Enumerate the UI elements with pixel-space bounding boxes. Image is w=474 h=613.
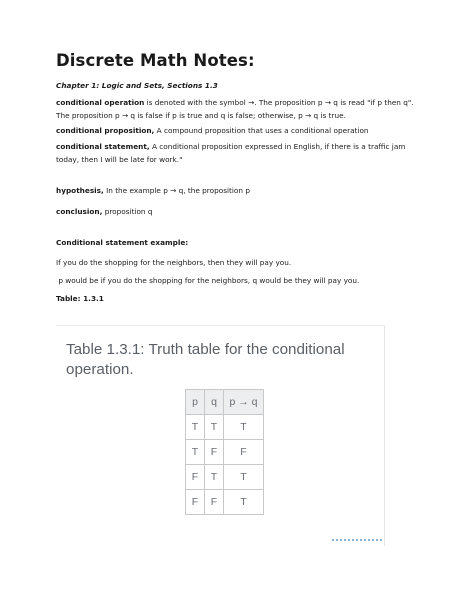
table-row xyxy=(186,440,264,465)
header-cell: p xyxy=(186,390,205,415)
header-cell: q xyxy=(205,390,224,415)
chapter-heading: Chapter 1: Logic and Sets, Sections 1.3 xyxy=(56,81,218,90)
truth-table-figure xyxy=(56,325,385,546)
table-row xyxy=(186,465,264,490)
page-title: Discrete Math Notes: xyxy=(56,51,255,70)
definition-hypothesis xyxy=(56,184,421,197)
table-cell: T xyxy=(205,465,224,490)
definition-conditional-operation xyxy=(56,96,421,122)
definition-term: conclusion, xyxy=(56,207,103,216)
table-row xyxy=(186,415,264,440)
definition-text: In the example p → q, the proposition p xyxy=(103,186,250,195)
table-cell: T xyxy=(224,465,264,490)
definition-term: conditional statement, xyxy=(56,142,150,151)
definition-conclusion xyxy=(56,205,421,218)
table-label: Table: 1.3.1 xyxy=(56,294,104,303)
definition-conditional-proposition xyxy=(56,124,421,137)
example-line-1: If you do the shopping for the neighbors, then they will pay you. xyxy=(56,258,292,267)
table-cell: F xyxy=(205,490,224,515)
table-cell: T xyxy=(224,490,264,515)
table-header-row xyxy=(186,390,264,415)
table-cell: T xyxy=(186,415,205,440)
definition-text: proposition q xyxy=(102,207,153,216)
table-row xyxy=(186,490,264,515)
cropped-link-remnant xyxy=(332,539,382,546)
figure-caption: Table 1.3.1: Truth table for the conditional operation. xyxy=(66,341,345,378)
header-cell: p → q xyxy=(224,390,264,415)
definition-text: A compound proposition that uses a conditional operation xyxy=(154,126,369,135)
table-cell: T xyxy=(224,415,264,440)
definition-text: A conditional proposition expressed in English, if there is a traffic jam today, then I will be late for work." xyxy=(56,142,406,164)
definition-term: hypothesis, xyxy=(56,186,104,195)
table-cell: T xyxy=(205,415,224,440)
table-cell: F xyxy=(186,465,205,490)
definition-term: conditional operation xyxy=(56,98,145,107)
definition-text: is denoted with the symbol →. The proposition p → q is read "if p then q". The proposition p → q is false if p is true and q is false; otherwise, p → q is true. xyxy=(56,98,414,120)
table-cell: T xyxy=(186,440,205,465)
truth-table xyxy=(185,389,264,515)
definition-conditional-statement xyxy=(56,140,421,166)
table-cell: F xyxy=(224,440,264,465)
definition-term: conditional proposition, xyxy=(56,126,155,135)
example-heading: Conditional statement example: xyxy=(56,238,189,247)
example-line-2: p would be if you do the shopping for the neighbors, q would be they will pay you. xyxy=(56,276,360,285)
table-cell: F xyxy=(186,490,205,515)
table-cell: F xyxy=(205,440,224,465)
